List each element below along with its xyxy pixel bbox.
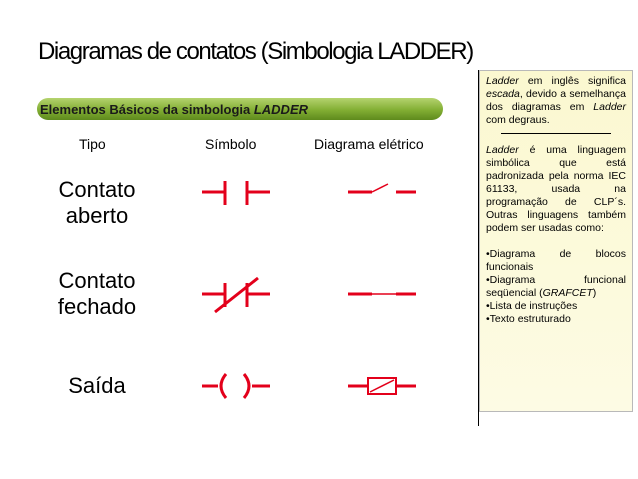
sidebar-bullet-4: •Texto estruturado — [486, 313, 571, 325]
p1-c: com degraus. — [486, 114, 550, 126]
row2-line1: Contato — [58, 268, 136, 293]
header-simbolo: Símbolo — [205, 136, 257, 152]
header-diagrama: Diagrama elétrico — [314, 136, 424, 152]
info-sidebar — [479, 70, 633, 412]
electric-no-contact-symbol — [348, 184, 416, 192]
sidebar-bullet-1: •Diagrama de blocos funcionais — [486, 248, 626, 273]
p2-a: é uma linguagem simbólica que está padronizada pela norma IEC 61133, usada na programação de CLP´s. Outras linguagens também podem ser usadas como: — [486, 144, 626, 234]
row2-line2: fechado — [57, 294, 137, 319]
sidebar-bullet-2 — [486, 274, 626, 300]
row1-line2: aberto — [65, 203, 129, 228]
row1-line1: Contato — [58, 177, 136, 202]
ladder-coil-symbol — [202, 374, 270, 398]
b2-a: •Diagrama funcional seqüencial ( — [486, 274, 626, 299]
p2-em: Ladder — [486, 144, 519, 156]
sidebar-bullet-3: •Lista de instruções — [486, 300, 578, 312]
p1-em2: escada — [486, 88, 520, 100]
p1-a: em inglês significa — [518, 75, 626, 87]
sidebar-paragraph-1 — [486, 75, 626, 127]
row3-line1: Saída — [68, 373, 126, 398]
electric-coil-symbol — [348, 378, 416, 394]
banner-emphasis: LADDER — [253, 102, 309, 117]
sidebar-paragraph-2 — [486, 144, 626, 235]
slide-title: Diagramas de contatos (Simbologia LADDER) — [38, 38, 473, 65]
b2-em: GRAFCET — [542, 287, 593, 299]
p1-em3: Ladder — [593, 101, 626, 113]
banner-text: Elementos Básicos da simbologia — [40, 102, 254, 117]
p1-b: , devido a semelhança dos diagramas em — [486, 88, 626, 113]
ladder-no-contact-symbol — [202, 181, 270, 205]
header-tipo: Tipo — [79, 136, 106, 152]
ladder-nc-contact-symbol — [202, 278, 270, 312]
b2-b: ) — [592, 287, 597, 299]
p1-em: Ladder — [486, 75, 519, 87]
sidebar-separator — [501, 133, 611, 134]
